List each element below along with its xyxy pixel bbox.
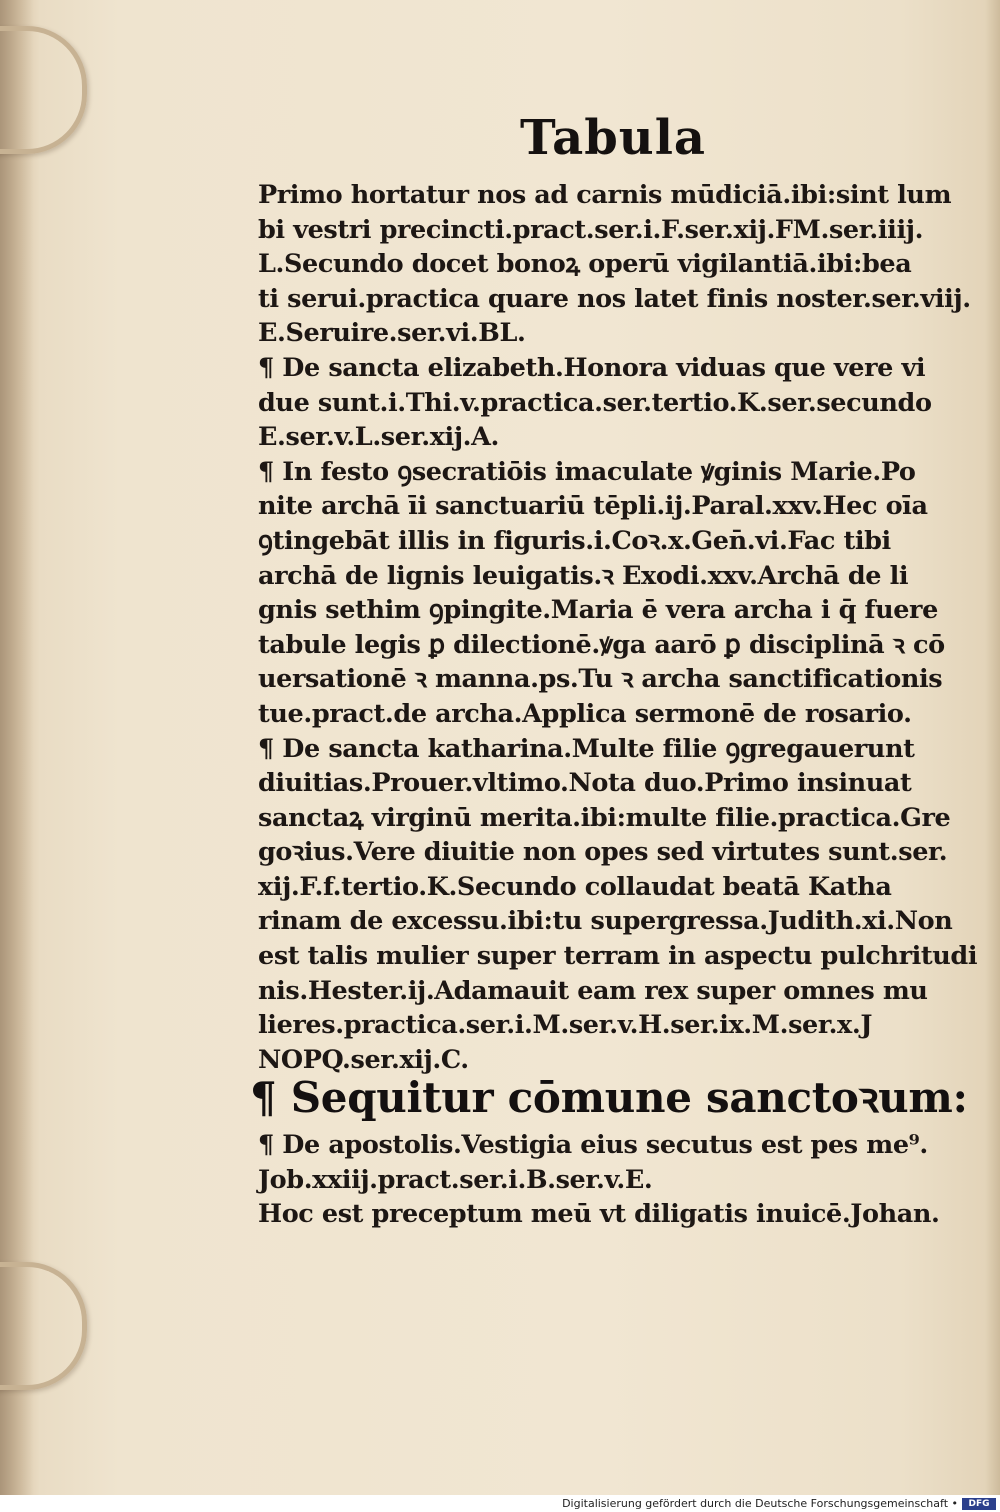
text-line: E.ser.v.L.ser.xij.A. — [258, 422, 500, 453]
text-line: gnis sethim ꝯpingite.Maria ē vera archa i q̄ fuere — [258, 595, 938, 626]
text-line: diuitias.Prouer.vltimo.Nota duo.Primo insinuat — [258, 768, 912, 799]
text-line: due sunt.i.Thi.v.practica.ser.tertio.K.ser.secundo — [258, 387, 932, 418]
main-text — [258, 178, 978, 1077]
text-line: nis.Hester.ij.Adamauit eam rex super omnes mu — [258, 975, 928, 1006]
dfg-logo: DFG — [962, 1498, 996, 1510]
binding-loop-bottom — [0, 1262, 87, 1390]
footer-credit: Digitalisierung gefördert durch die Deutsche Forschungsgemeinschaft • — [562, 1497, 958, 1510]
text-line: ¶ De sancta elizabeth.Honora viduas que vere vi — [258, 352, 926, 383]
page-title: Tabula — [520, 110, 707, 166]
text-line: lieres.practica.ser.i.M.ser.v.H.ser.ix.M.ser.x.J — [258, 1010, 872, 1041]
text-line: ti serui.practica quare nos latet finis noster.ser.viij. — [258, 283, 971, 314]
text-line: Job.xxiij.pract.ser.i.B.ser.v.E. — [258, 1164, 653, 1195]
text-line: uersationē ꝛ manna.ps.Tu ꝛ archa sanctificationis — [258, 664, 943, 695]
text-line: ꝯtingebāt illis in figuris.i.Coꝛ.x.Gen̄.vi.Fac tibi — [258, 525, 891, 556]
text-line: Hoc est preceptum meū vt diligatis inuicē.Johan. — [258, 1199, 940, 1230]
text-line: ¶ De apostolis.Vestigia eius secutus est pes me⁹. — [258, 1130, 928, 1160]
text-line: tabule legis ꝑ dilectionē.ꝟga aarō ꝑ disciplinā ꝛ cō — [258, 629, 945, 660]
text-line: nite archā īi sanctuariū tēpli.ij.Paral.xxv.Hec oīa — [258, 491, 928, 522]
binding-loop-top — [0, 26, 87, 154]
text-line: goꝛius.Vere diuitie non opes sed virtutes sunt.ser. — [258, 837, 948, 868]
text-line: tue.pract.de archa.Applica sermonē de rosario. — [258, 698, 912, 729]
text-line: NOPQ.ser.xij.C. — [258, 1044, 469, 1075]
text-line: ¶ In festo ꝯsecratiōis imaculate ꝟginis Marie.Po — [258, 456, 916, 487]
text-line: ¶ De sancta katharina.Multe filie ꝯgregauerunt — [258, 733, 915, 764]
text-line: E.Seruire.ser.vi.BL. — [258, 318, 526, 349]
text-line: sanctaꝝ virginū merita.ibi:multe filie.practica.Gre — [258, 802, 951, 833]
text-line: rinam de excessu.ibi:tu supergressa.Judith.xi.Non — [258, 906, 953, 937]
section-heading: ¶ Sequitur cōmune sanctoꝛum: — [250, 1073, 968, 1122]
text-line: xij.F.f.tertio.K.Secundo collaudat beatā Katha — [258, 871, 892, 902]
text-line: Primo hortatur nos ad carnis mūdiciā.ibi:sint lum — [258, 180, 952, 210]
text-line: bi vestri precincti.pract.ser.i.F.ser.xij.FM.ser.iiij. — [258, 214, 924, 245]
footer-bar — [0, 1495, 1000, 1512]
text-line: est talis mulier super terram in aspectu pulchritudi — [258, 941, 978, 972]
text-line: L.Secundo docet bonoꝝ operū vigilantiā.ibi:bea — [258, 249, 912, 280]
text-line: archā de lignis leuigatis.ꝛ Exodi.xxv.Archā de li — [258, 560, 909, 591]
section-text — [258, 1128, 970, 1232]
